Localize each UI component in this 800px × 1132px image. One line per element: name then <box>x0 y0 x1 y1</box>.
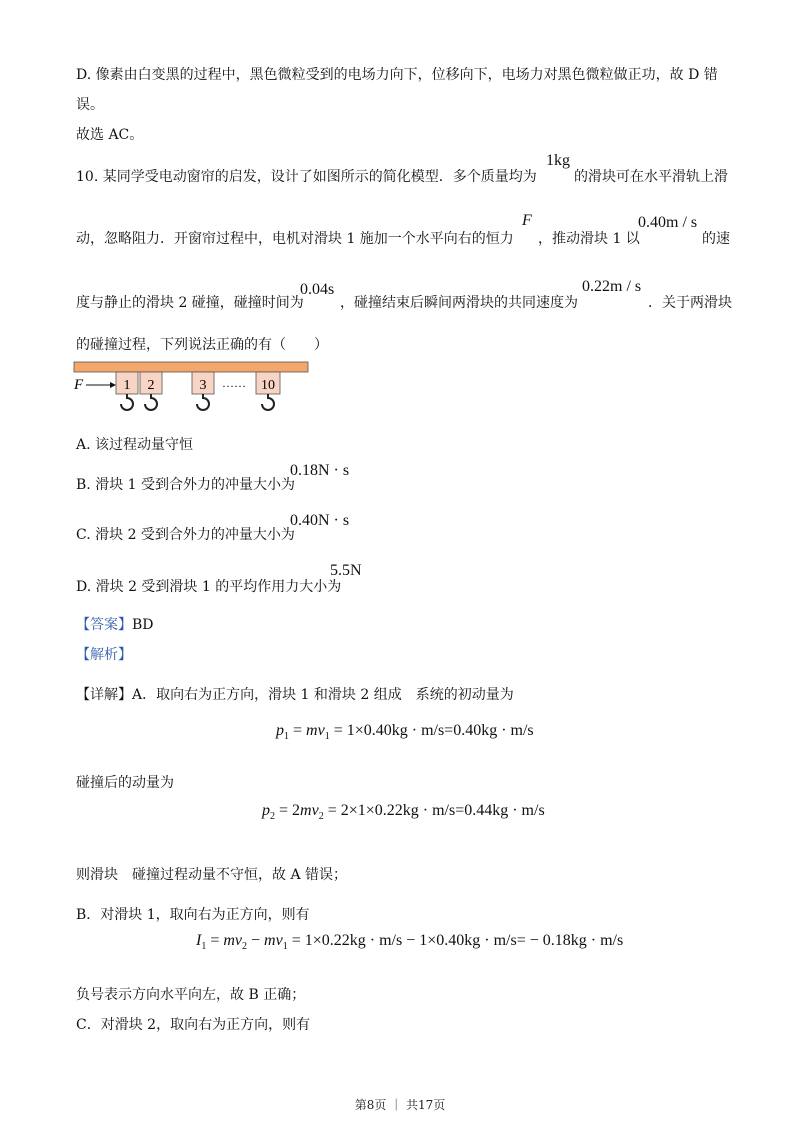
text-line: D. 像素由白变黑的过程中，黑色微粒受到的电场力向下，位移向下，电场力对黑色微粒做正功，故 D 错 <box>76 67 718 83</box>
equation-rhs: = 2×1×0.22kg · m/s=0.44kg · m/s <box>327 802 545 819</box>
option-b: B. 滑块 1 受到合外力的冲量大小为 <box>76 477 295 493</box>
question-text: 的速 <box>702 231 730 247</box>
detail-line: 【详解】A．取向右为正方向，滑块 1 和滑块 2 组成 系统的初动量为 <box>76 687 514 703</box>
text-line: 误。 <box>76 97 104 113</box>
question-text: ，推动滑块 1 以 <box>538 231 640 247</box>
slider-rail-figure <box>72 356 312 420</box>
question-text: 的碰撞过程，下列说法正确的有（ ） <box>76 337 328 353</box>
question-text: 动，忽略阻力．开窗帘过程中，电机对滑块 1 施加一个水平向右的恒力 <box>76 231 514 247</box>
analysis-tag: 【解析】 <box>76 647 132 663</box>
block-label: 2 <box>147 378 155 393</box>
velocity-value: 0.22m / s <box>582 278 642 295</box>
question-text: ．关于两滑块 <box>648 295 732 311</box>
ellipsis: …… <box>222 376 246 390</box>
text-line: 故选 AC。 <box>76 127 144 143</box>
equation-p1: $p_1 = mv_1 = 1\times 0.40kg \cdot m/s=0.40kg \cdot m/s$ <box>276 722 534 743</box>
block-1 <box>116 372 138 410</box>
equation-i1: $I_1 = mv_2 - mv_1 = 1\times 0.22kg \cdot m/s - 1\times 0.40kg \cdot m/s= - 0.18kg \cdot m/s$ <box>196 932 624 953</box>
equation-rhs: = 1×0.40kg · m/s=0.40kg · m/s <box>333 722 534 739</box>
text-line: 则滑块 碰撞过程动量不守恒，故 A 错误； <box>76 867 348 883</box>
question-text: 10. 某同学受电动窗帘的启发，设计了如图所示的简化模型．多个质量均为 <box>76 169 537 185</box>
hook-icon <box>197 394 209 410</box>
option-d-value: 5.5N <box>330 562 362 579</box>
arrow-head <box>110 382 116 388</box>
hook-icon <box>145 394 157 410</box>
time-value: 0.04s <box>300 281 335 298</box>
figure-force-label: F <box>74 377 84 393</box>
answer-tag: 【答案】 <box>76 617 132 633</box>
block-label: 10 <box>261 378 275 393</box>
option-d: D. 滑块 2 受到滑块 1 的平均作用力大小为 <box>76 579 342 595</box>
option-c-value: 0.40N · s <box>290 512 350 529</box>
text-line: B．对滑块 1，取向右为正方向，则有 <box>76 907 310 923</box>
block-label: 1 <box>123 378 131 393</box>
question-text: 的滑块可在水平滑轨上滑 <box>574 169 728 185</box>
block-10 <box>256 372 280 410</box>
answer-value: BD <box>132 617 154 633</box>
rail <box>74 362 308 372</box>
hook-icon <box>121 394 133 410</box>
block-label: 3 <box>199 378 207 393</box>
question-text: ，碰撞结束后瞬间两滑块的共同速度为 <box>340 295 578 311</box>
hook-icon <box>262 394 274 410</box>
equation-p2: $p_2 = 2mv_2 = 2\times 1\times 0.22kg \cdot m/s=0.44kg \cdot m/s$ <box>262 802 545 823</box>
block-3 <box>192 372 214 410</box>
text-line: C．对滑块 2，取向右为正方向，则有 <box>76 1017 311 1033</box>
text-line: 负号表示方向水平向左，故 B 正确； <box>76 987 306 1003</box>
page-footer: 第8页 ｜ 共17页 <box>354 1098 446 1112</box>
answer-line <box>76 614 154 634</box>
force-symbol: F <box>522 212 532 229</box>
option-c: C. 滑块 2 受到合外力的冲量大小为 <box>76 527 295 543</box>
text-line: 碰撞后的动量为 <box>76 775 174 791</box>
velocity-value: 0.40m / s <box>638 214 698 231</box>
mass-value: 1kg <box>546 152 570 169</box>
question-text: 度与静止的滑块 2 碰撞，碰撞时间为 <box>76 295 304 311</box>
option-a: A. 该过程动量守恒 <box>76 437 194 453</box>
equation-rhs: = 1×0.22kg · m/s − 1×0.40kg · m/s= − 0.18kg · m/s <box>291 932 624 949</box>
block-2 <box>140 372 162 410</box>
option-b-value: 0.18N · s <box>290 462 350 479</box>
